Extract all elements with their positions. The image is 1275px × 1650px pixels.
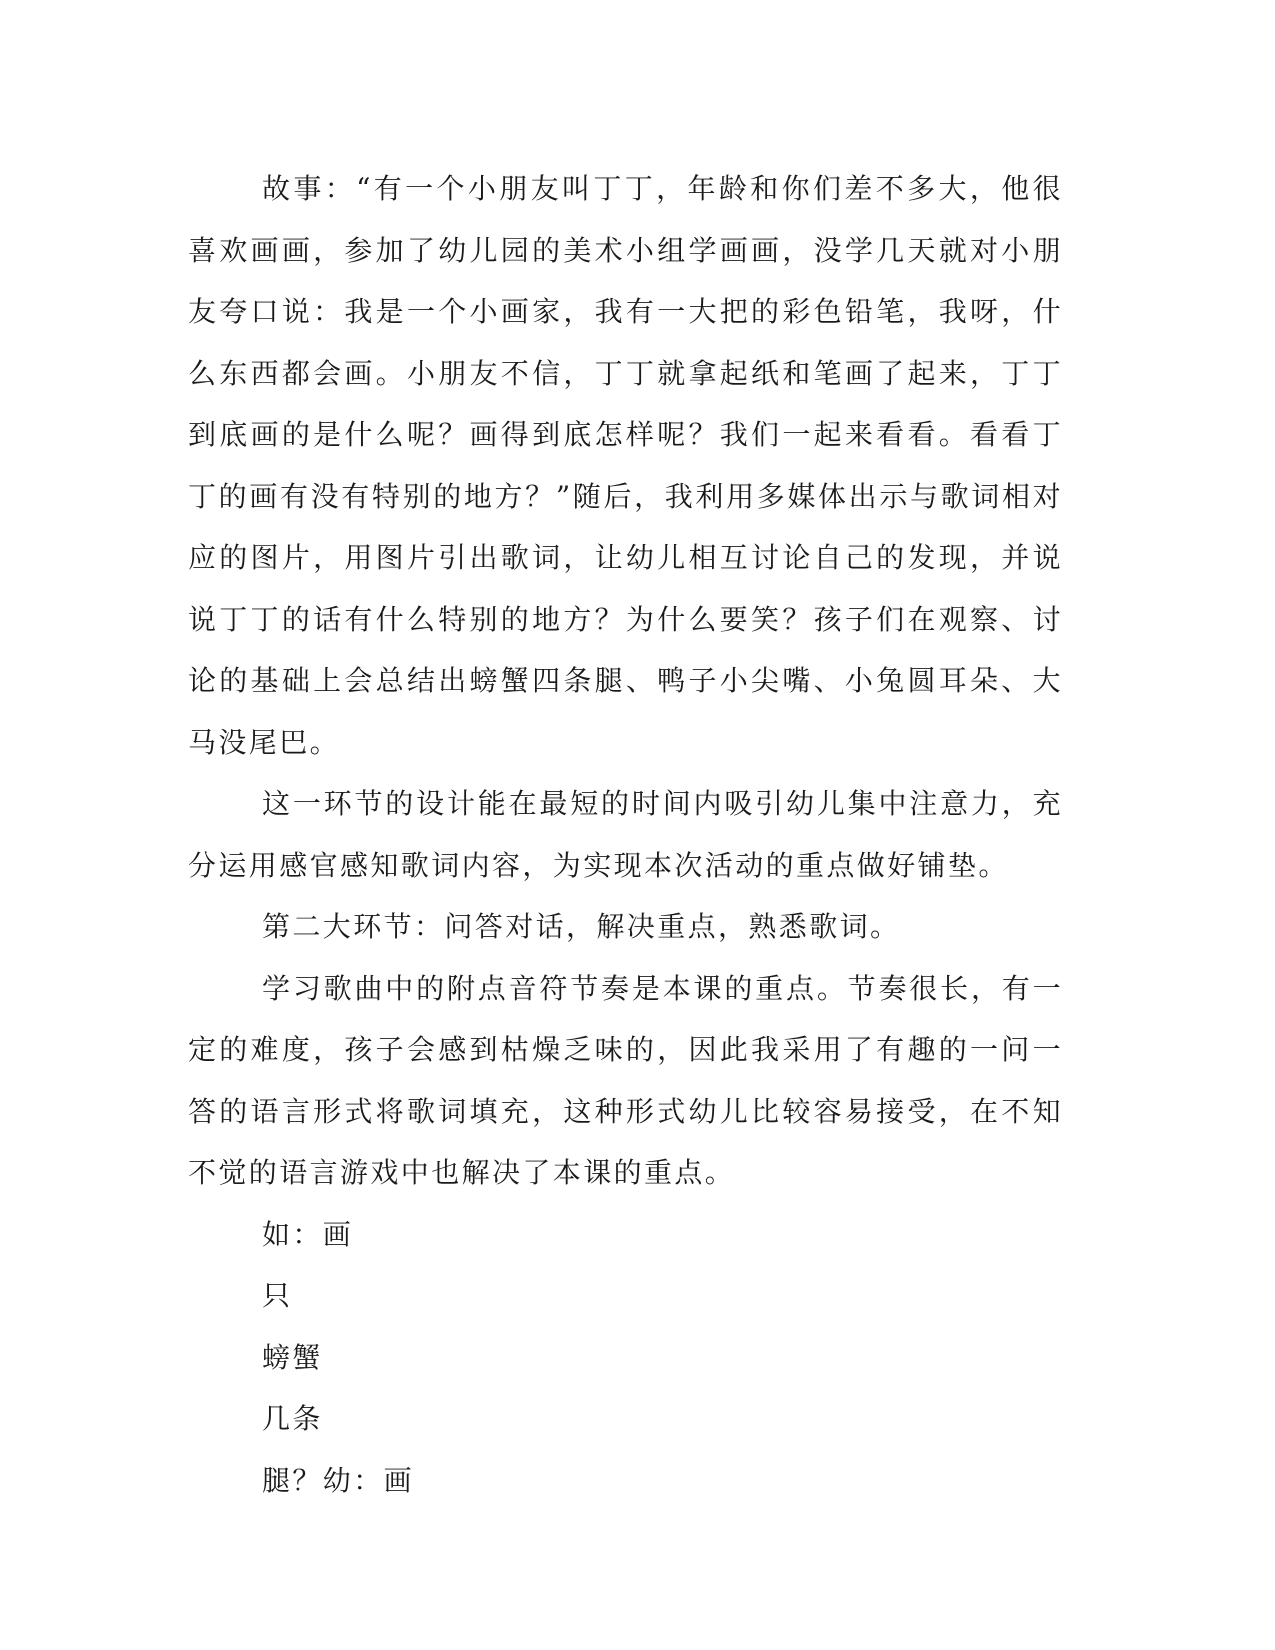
example-line: 螃蟹	[262, 1340, 323, 1374]
paragraph-section-heading: 第二大环节：问答对话，解决重点，熟悉歌词。	[262, 910, 901, 943]
example-line: 腿？幼：画	[262, 1463, 415, 1497]
paragraph-design-note: 这一环节的设计能在最短的时间内吸引幼儿集中注意力，充分运用感官感知歌词内容，为实现本次活动的重点做好铺垫。	[188, 787, 1063, 882]
example-line: 如：画	[262, 1217, 354, 1251]
paragraph-story: 故事：“有一个小朋友叫丁丁，年龄和你们差不多大，他很喜欢画画，参加了幼儿园的美术小组学画画，没学几天就对小朋友夸口说：我是一个小画家，我有一大把的彩色铅笔，我呀，什么东西都会画。小朋友不信，丁丁就拿起纸和笔画了起来，丁丁到底画的是什么呢？画得到底怎样呢？我们一起来看看。看看丁丁的画有没有特别的地方？”随后，我利用多媒体出示与歌词相对应的图片，用图片引出歌词，让幼儿相互讨论自己的发现，并说说丁丁的话有什么特别的地方？为什么要笑？孩子们在观察、讨论的基础上会总结出螃蟹四条腿、鸭子小尖嘴、小兔圆耳朵、大马没尾巴。	[188, 172, 1063, 759]
example-line: 几条	[262, 1402, 323, 1435]
document-body	[188, 158, 1063, 1511]
paragraph-rhythm-focus: 学习歌曲中的附点音符节奏是本课的重点。节奏很长，有一定的难度，孩子会感到枯燥乏味的，因此我采用了有趣的一问一答的语言形式将歌词填充，这种形式幼儿比较容易接受，在不知不觉的语言游戏中也解决了本课的重点。	[188, 971, 1063, 1189]
example-line: 只	[262, 1279, 293, 1312]
